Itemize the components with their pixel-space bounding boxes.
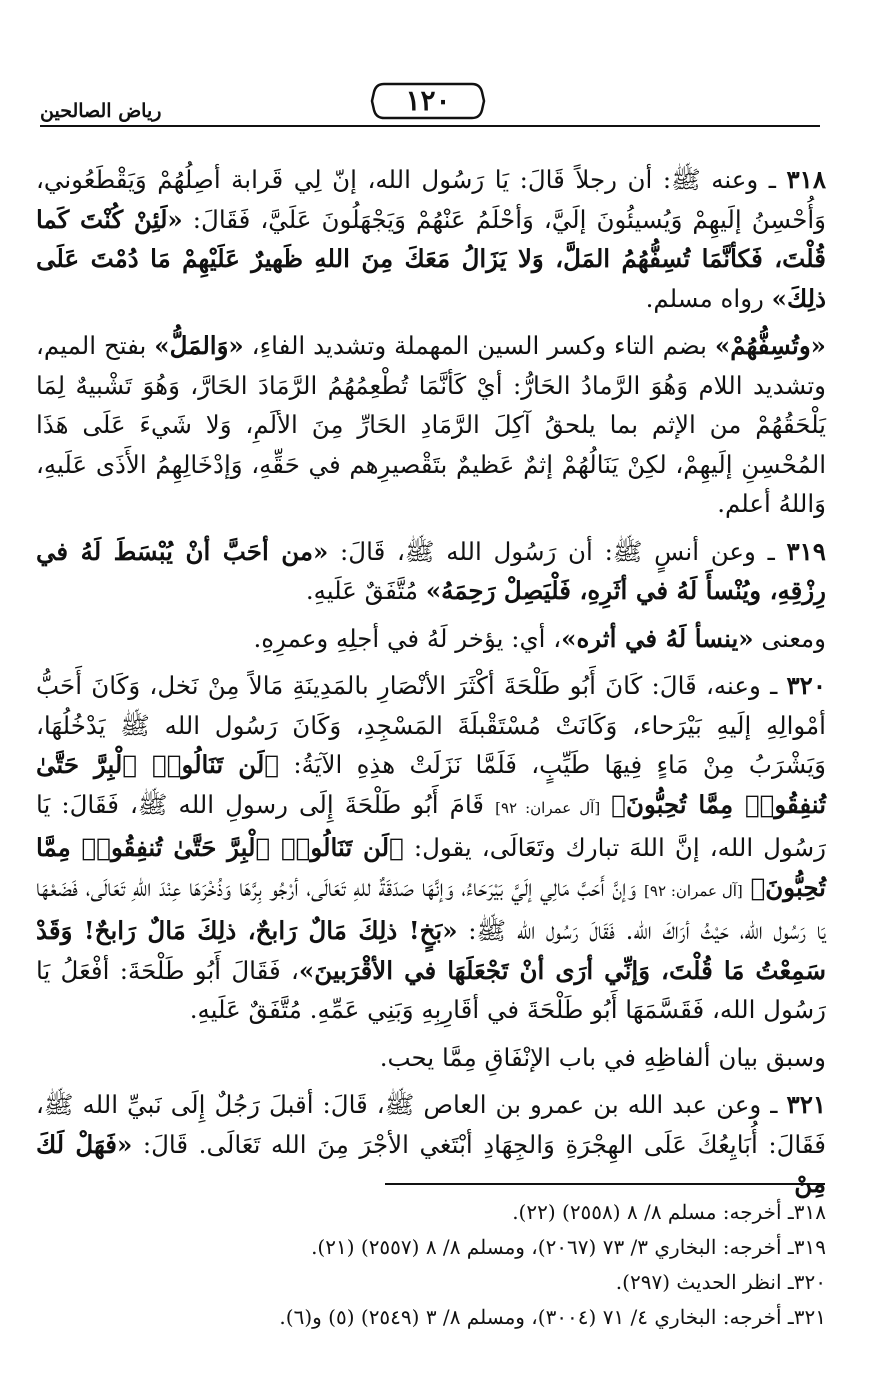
hadith-number: ٣١٩ [786,536,826,566]
verse-reference: [آل عمران: ٩٢] [644,881,743,900]
quran-verse: ﴿لَن تَنَالُوا۟ ٱلْبِرَّ حَتَّىٰ تُنفِقُوا۟ مِمَّا تُحِبُّونَ﴾ [36,833,826,902]
page-header [40,82,820,132]
explanation-text: بفتح الميم، وتشديد اللام وَهُوَ الرَّمادُ الحَارُّ: أيْ كَأنَّمَا تُطْعِمُهُمُ الرَّمَادَ الحَارَّ، وَهُوَ تَشْبيهٌ لِمَا يَلْحَقُهُمْ من الإثم بما يلحقُ آكِلَ الرَّمَادِ الحَارِّ مِنَ الألَمِ، وَلا شَيءَ عَلَى هَذَا المُحْسِنِ إلَيهِمْ، لكِنْ يَنَالُهُمْ إثمٌ عَظيمٌ بتَقْصيرِهم في حَقِّهِ، وَإدْخَالِهِمُ الأَذَى عَلَيهِ، وَاللهُ أعلم. [36,331,826,518]
hadith-text: ، فَقَالَ أَبُو طَلْحَةَ: أفْعَلُ يَا رَسُول الله، فَقَسَّمَهَا أَبُو طَلْحَةَ في أقَارِبِهِ وَبَنِي عَمِّهِ. مُتَّفَقٌ عَلَيهِ. [36,955,826,1024]
footnote-319: ٣١٩ـ أخرجه: البخاري ٣/ ٧٣ (٢٠٦٧)، ومسلم ٨/ ٨ (٢٥٥٧) (٢١). [311,1235,826,1259]
hadith-saying: «من أحَبَّ أنْ يُبْسَطَ لَهُ في رِزْقِهِ، ويُنْسأَ لَهُ في أثَرِهِ، فَلْيَصِلْ رَحِمَهُ» [36,536,826,605]
meaning-text: ، أي: يؤخر لَهُ في أجلِهِ وعمرِهِ. [253,623,562,653]
footnote-divider [385,1183,825,1185]
hadith-text: وَإنَّ أَحَبَّ مَالِي إلَيَّ بَيْرَحَاءُ، وَإنَّهَا صَدَقَةٌ للهِ تَعَالَى، أرْجُو بِرَّهَا وَذُخْرَهَا عِنْدَ اللهِ تَعَالَى، فَضَعْهَا يَا رَسُول الله، حَيْثُ أرَاكَ الله. فَقَالَ رَسُول الله ﷺ: [36,872,826,945]
hadith-saying: «فَهَلْ لَكَ مِنْ [36,1129,826,1198]
meaning-319 [36,619,826,659]
term: «وتُسِفُّهُمْ» [714,331,826,360]
term: «ينسأ لَهُ في أثره» [561,623,754,653]
footnote-321: ٣٢١ـ أخرجه: البخاري ٤/ ٧١ (٣٠٠٤)، ومسلم ٨/ ٣ (٢٥٤٩) (٥) و(٦). [279,1305,826,1329]
hadith-number: ٣١٨ [786,165,826,194]
hadith-318 [36,160,826,318]
meaning-intro: ومعنى [761,623,826,653]
hadith-intro: ـ وعن عبد الله بن عمرو بن العاص ﷺ، قَالَ: أقبلَ رَجُلٌ إِلَى نَبيِّ الله ﷺ، فَقَالَ: أُبَايِعُكَ عَلَى الهِجْرَةِ وَالجِهَادِ أبْتَغي الأجْرَ مِنَ الله تَعَالَى. قَالَ: [36,1090,826,1159]
footnote-320: ٣٢٠ـ انظر الحديث (٢٩٧). [615,1270,826,1294]
hadith-saying: «لَئِنْ كُنْتَ كَما قُلْتَ، فَكأنَّمَا تُسِفُّهُمُ المَلَّ، وَلا يَزَالُ مَعَكَ مِنَ اللهِ ظَهيرٌ عَلَيْهِمْ مَا دُمْتَ عَلَى ذلِكَ» [36,204,826,313]
quran-verse: ﴿لَن تَنَالُوا۟ ٱلْبِرَّ حَتَّىٰ تُنفِقُوا۟ مِمَّا تُحِبُّونَ﴾ [36,750,827,819]
hadith-319 [36,532,826,611]
term: «وَالمَلُّ» [154,331,244,360]
hadith-intro: ـ وعنه، قَالَ: كَانَ أَبُو طَلْحَةَ أكْثَرَ الأنْصَارِ بالمَدِينَةِ مَالاً مِنْ نَخل، وَكَانَ أَحَبُّ أمْوالِهِ إلَيهِ بَيْرَحاء، وَكَانَتْ مُسْتَقْبلَةَ المَسْجِدِ، وَكَانَ رَسُول الله ﷺ يَدْخُلُهَا، وَيَشْرَبُ مِنْ مَاءٍ فِيهَا طَيِّبٍ، فَلَمَّا نَزَلَتْ هذِهِ الآيَةُ: [36,671,826,779]
page-number: ١٢٠ [405,84,451,117]
explanation-318 [36,326,826,524]
header-divider [40,125,820,127]
page-number-frame [370,82,486,120]
hadith-320 [36,666,826,1030]
footnotes [36,1195,826,1335]
verse-reference: [آل عمران: ٩٢] [495,798,601,817]
main-text [36,160,826,1212]
footnote-318: ٣١٨ـ أخرجه: مسلم ٨/ ٨ (٢٥٥٨) (٢٢). [512,1200,826,1224]
note-320 [36,1038,826,1078]
hadith-number: ٣٢١ [786,1090,827,1119]
hadith-text: قَامَ أَبُو طَلْحَةَ إِلَى رسولِ الله ﷺ، فَقَالَ: يَا رَسُول الله، إنَّ اللهَ تبارك وتَعَالَى، يقول: [36,789,826,862]
explanation-text: بضم التاء وكسر السين المهملة وتشديد الفاءِ، [251,331,707,360]
hadith-source: رواه مسلم. [645,283,764,313]
hadith-source: مُتَّفَقٌ عَلَيهِ. [305,576,419,605]
hadith-intro: ـ وعنه ﷺ: أن رجلاً قَالَ: يَا رَسُول الله، إنّ لِي قَرابة أصِلُهُمْ وَيَقْطَعُوني، وَأُحْسِنُ إلَيهِمْ وَيُسيئُونَ إلَيَّ، وَأحْلَمُ عَنْهُمْ وَيَجْهَلُونَ عَلَيَّ، فَقَالَ: [36,165,826,234]
note-text: وسبق بيان ألفاظِهِ في باب الإنْفَاقِ مِمَّا يحب. [379,1042,826,1072]
hadith-321 [36,1085,826,1204]
book-title: رياض الصالحين [40,100,162,122]
hadith-saying: «بَخٍ! ذلِكَ مَالٌ رَابحٌ، ذلِكَ مَالٌ رَابحٌ! وَقَدْ سَمِعْتُ مَا قُلْتَ، وَإنِّي أرَى أنْ تَجْعَلَهَا في الأقْرَبينَ» [36,916,826,985]
hadith-number: ٣٢٠ [786,671,826,700]
hadith-intro: ـ وعن أنسٍ ﷺ: أن رَسُول الله ﷺ، قَالَ: [340,536,775,566]
